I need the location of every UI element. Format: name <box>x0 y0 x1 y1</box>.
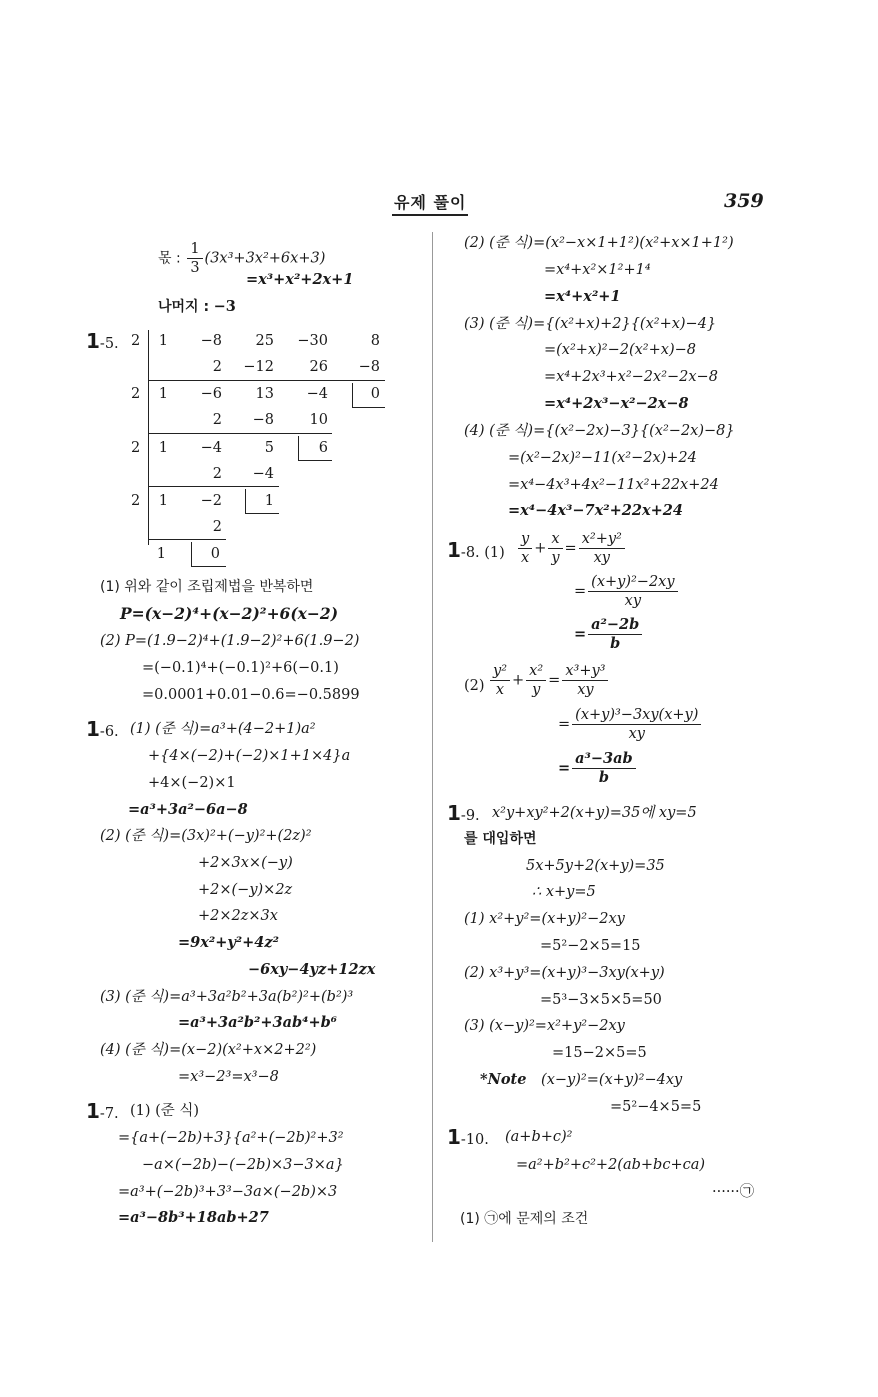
remainder-box <box>191 566 226 567</box>
cell: 1 <box>158 386 168 402</box>
p1-7-s3-line2: =(x²+x)²−2(x²+x)−8 <box>544 342 696 358</box>
equals-sign: = <box>564 540 577 557</box>
p1-9-s2-line1: (2) x³+y³=(x+y)³−3xy(x+y) <box>464 965 665 981</box>
p1-7-s2-line1: (2) (준 식)=(x²−x×1+1²)(x²+x×1+1²) <box>464 235 734 251</box>
p1-6-s3-line1: (3) (준 식)=a³+3a²b²+3a(b²)²+(b²)³ <box>100 989 354 1005</box>
problem-minor: -8. <box>460 545 480 561</box>
p1-9-s1-line2: =5²−2×5=15 <box>540 938 641 954</box>
problem-minor: -6. <box>99 724 119 740</box>
remainder-label: 나머지 : <box>158 299 210 315</box>
quotient-label: 몫 : <box>158 250 181 267</box>
numerator: x³+y³ <box>562 662 608 681</box>
denominator: xy <box>577 682 594 698</box>
numerator: a³−3ab <box>572 750 636 769</box>
cell: 0 <box>370 386 380 402</box>
p1-6-s3-line2: =a³+3a²b²+3ab⁴+b⁶ <box>178 1014 338 1031</box>
cell: 1 <box>158 493 168 509</box>
equals-sign: = <box>548 672 561 689</box>
p1-5-part2-line2: =(−0.1)⁴+(−0.1)²+6(−0.1) <box>142 660 339 676</box>
p1-8-s2-label: (2) <box>464 678 485 694</box>
numerator: a²−2b <box>588 616 642 635</box>
p1-9-s3-line1: (3) (x−y)²=x²+y²−2xy <box>464 1018 625 1034</box>
remainder-value: −3 <box>213 298 236 315</box>
p1-6-s2-line1: (2) (준 식)=(3x)²+(−y)²+(2z)² <box>100 828 312 844</box>
divisor: 2 <box>131 386 141 402</box>
page-number: 359 <box>724 190 764 212</box>
numerator: y² <box>490 662 510 681</box>
numerator: (x+y)³−3xy(x+y) <box>572 706 701 725</box>
p1-10-line4: (1) ㉠에 문제의 조건 <box>460 1211 589 1227</box>
column-divider <box>432 232 433 1242</box>
p1-7-s1-line2: ={a+(−2b)+3}{a²+(−2b)²+3² <box>118 1130 344 1146</box>
p1-7-s1-line4: =a³+(−2b)³+3³−3a×(−2b)×3 <box>118 1184 338 1200</box>
cell: −4 <box>306 386 328 402</box>
divisor: 2 <box>131 440 141 456</box>
remainder-box <box>298 460 332 461</box>
cell: 5 <box>264 440 274 456</box>
remainder-box <box>352 407 385 408</box>
denominator: xy <box>628 726 645 742</box>
p1-8-s1-eq2 <box>574 573 680 610</box>
p1-5-part2-line1: (2) P=(1.9−2)⁴+(1.9−2)²+6(1.9−2) <box>100 633 360 649</box>
p1-5-part1-result: P=(x−2)⁴+(x−2)²+6(x−2) <box>120 604 339 623</box>
problem-minor: -9. <box>460 808 480 824</box>
problem-major: 1 <box>86 329 100 353</box>
problem-major: 1 <box>86 1099 100 1123</box>
problem-minor: -5. <box>99 336 119 352</box>
numerator: (x+y)²−2xy <box>588 573 677 592</box>
problem-major: 1 <box>447 801 461 825</box>
problem-number-1-6 <box>86 719 119 742</box>
p1-6-s1-line2: +{4×(−2)+(−2)×1+1×4}a <box>148 748 351 764</box>
problem-number-1-5 <box>86 331 119 354</box>
cell: 26 <box>309 359 328 375</box>
cell: 0 <box>210 546 220 562</box>
p1-6-s2-line2: +2×3x×(−y) <box>198 855 293 871</box>
cell: 1 <box>156 546 166 562</box>
problem-minor: -7. <box>99 1106 119 1122</box>
equals-sign: = <box>574 583 587 600</box>
plus-sign: + <box>534 540 547 557</box>
part-label: (1) <box>484 545 505 561</box>
p1-8-s1-eq1 <box>516 530 627 567</box>
p1-7-s1-line3: −a×(−2b)−(−2b)×3−3×a} <box>142 1157 344 1173</box>
remainder-box <box>245 513 279 514</box>
p1-7-s4-line4: =x⁴−4x³−7x²+22x+24 <box>508 502 683 519</box>
cell: 1 <box>158 333 168 349</box>
p1-9-line2: 를 대입하면 <box>464 831 537 847</box>
p1-7-s3-line4: =x⁴+2x³−x²−2x−8 <box>544 395 689 412</box>
problem-minor: -10. <box>460 1132 489 1148</box>
note-line1: (x−y)²=(x+y)²−4xy <box>541 1072 683 1088</box>
problem-number-1-9 <box>447 803 480 826</box>
denominator: x <box>521 550 530 566</box>
p1-7-s2-line2: =x⁴+x²×1²+1⁴ <box>544 262 651 278</box>
p1-10-line3: ······㉠ <box>712 1184 755 1200</box>
plus-sign: + <box>512 672 525 689</box>
division-line <box>148 486 279 487</box>
cell: −6 <box>200 386 222 402</box>
numerator: y <box>518 530 532 549</box>
cell: −30 <box>297 333 328 349</box>
p1-7-s1-line5: =a³−8b³+18ab+27 <box>118 1209 269 1226</box>
problem-number-1-8 <box>447 540 505 563</box>
problem-major: 1 <box>447 1125 461 1149</box>
cell: 13 <box>255 386 274 402</box>
p1-9-s2-line2: =5³−3×5×5=50 <box>540 992 662 1008</box>
cell: 25 <box>255 333 274 349</box>
cell: 1 <box>158 440 168 456</box>
p1-6-s1-line3: +4×(−2)×1 <box>148 775 236 791</box>
equals-sign: = <box>574 625 587 643</box>
numerator: x <box>548 530 562 549</box>
quotient-result: =x³+x²+2x+1 <box>246 271 354 288</box>
p1-6-s2-line4: +2×2z×3x <box>198 908 278 924</box>
denominator: x <box>495 682 505 698</box>
problem-number-1-10 <box>447 1127 489 1150</box>
numerator: 1 <box>187 240 202 259</box>
cell: 8 <box>370 333 380 349</box>
p1-7-s2-line3: =x⁴+x²+1 <box>544 288 621 305</box>
p1-9-s3-line2: =15−2×5=5 <box>552 1045 647 1061</box>
cell: −4 <box>252 466 274 482</box>
division-line <box>148 539 226 540</box>
p1-9-line3: 5x+5y+2(x+y)=35 <box>526 858 665 874</box>
p1-6-s4-line2: =x³−2³=x³−8 <box>178 1069 279 1085</box>
equals-sign: = <box>558 716 571 733</box>
numerator: x² <box>526 662 546 681</box>
p1-7-s4-line3: =x⁴−4x³+4x²−11x²+22x+24 <box>508 477 719 493</box>
problem-major: 1 <box>86 717 100 741</box>
denominator: xy <box>593 550 610 566</box>
cell: −12 <box>243 359 274 375</box>
problem-number-1-7 <box>86 1101 119 1124</box>
p1-6-s1-line1: (1) (준 식)=a³+(4−2+1)a² <box>130 721 316 737</box>
denominator: y <box>551 550 560 566</box>
cell: −4 <box>200 440 222 456</box>
note-label: *Note <box>480 1071 527 1088</box>
p1-6-s4-line1: (4) (준 식)=(x−2)(x²+x×2+2²) <box>100 1042 317 1058</box>
divisor: 2 <box>131 493 141 509</box>
numerator: x²+y² <box>579 530 625 549</box>
p1-7-s4-line1: (4) (준 식)={(x²−2x)−3}{(x²−2x)−8} <box>464 423 735 439</box>
equals-sign: = <box>558 759 571 777</box>
p1-7-s1-line1: (1) (준 식) <box>130 1103 200 1119</box>
remainder-line <box>158 297 236 317</box>
denominator: xy <box>624 593 642 609</box>
p1-9-s1-line1: (1) x²+y²=(x+y)²−2xy <box>464 911 625 927</box>
denominator: 3 <box>190 260 200 276</box>
p1-9-line4: ∴ x+y=5 <box>532 884 596 900</box>
p1-9-note <box>480 1070 682 1090</box>
p1-10-line1: (a+b+c)² <box>505 1129 573 1145</box>
p1-7-s3-line3: =x⁴+2x³+x²−2x²−2x−8 <box>544 369 718 385</box>
cell: −8 <box>358 359 380 375</box>
cell: 6 <box>318 440 328 456</box>
p1-7-s3-line1: (3) (준 식)={(x²+x)+2}{(x²+x)−4} <box>464 316 717 332</box>
p1-10-line2: =a²+b²+c²+2(ab+bc+ca) <box>516 1157 706 1173</box>
p1-6-s1-line4: =a³+3a²−6a−8 <box>128 801 248 818</box>
cell: 2 <box>212 412 222 428</box>
p1-8-s2-eq3 <box>558 750 638 787</box>
p1-5-part2-line3: =0.0001+0.01−0.6=−0.5899 <box>142 687 360 703</box>
p1-8-s2-eq2 <box>558 706 703 743</box>
p1-5-part1-label: (1) 위와 같이 조립제법을 반복하면 <box>100 579 314 595</box>
p1-8-s1-eq3 <box>574 616 644 653</box>
fraction <box>187 240 202 277</box>
cell: 1 <box>264 493 274 509</box>
p1-6-s2-line6: −6xy−4yz+12zx <box>248 961 376 978</box>
division-line <box>148 433 332 434</box>
denominator: b <box>610 635 621 652</box>
p1-6-s2-line5: =9x²+y²+4z² <box>178 934 279 951</box>
problem-major: 1 <box>447 538 461 562</box>
section-title: 유제 풀이 <box>392 190 468 216</box>
cell: −8 <box>252 412 274 428</box>
p1-7-s4-line2: =(x²−2x)²−11(x²−2x)+24 <box>508 450 697 466</box>
denominator: b <box>598 769 609 786</box>
p1-8-s2-eq1 <box>488 662 610 699</box>
cell: −8 <box>200 333 222 349</box>
cell: 2 <box>212 466 222 482</box>
cell: 2 <box>212 519 222 535</box>
quotient-expr: (3x³+3x²+6x+3) <box>204 250 326 267</box>
cell: 10 <box>309 412 328 428</box>
cell: −2 <box>200 493 222 509</box>
p1-6-s2-line3: +2×(−y)×2z <box>198 882 293 898</box>
division-line <box>148 380 385 381</box>
p1-9-note-line2: =5²−4×5=5 <box>610 1099 702 1115</box>
denominator: y <box>532 682 541 698</box>
p1-9-line1: x²y+xy²+2(x+y)=35에 xy=5 <box>492 805 697 821</box>
divisor: 2 <box>131 333 141 349</box>
cell: 2 <box>212 359 222 375</box>
